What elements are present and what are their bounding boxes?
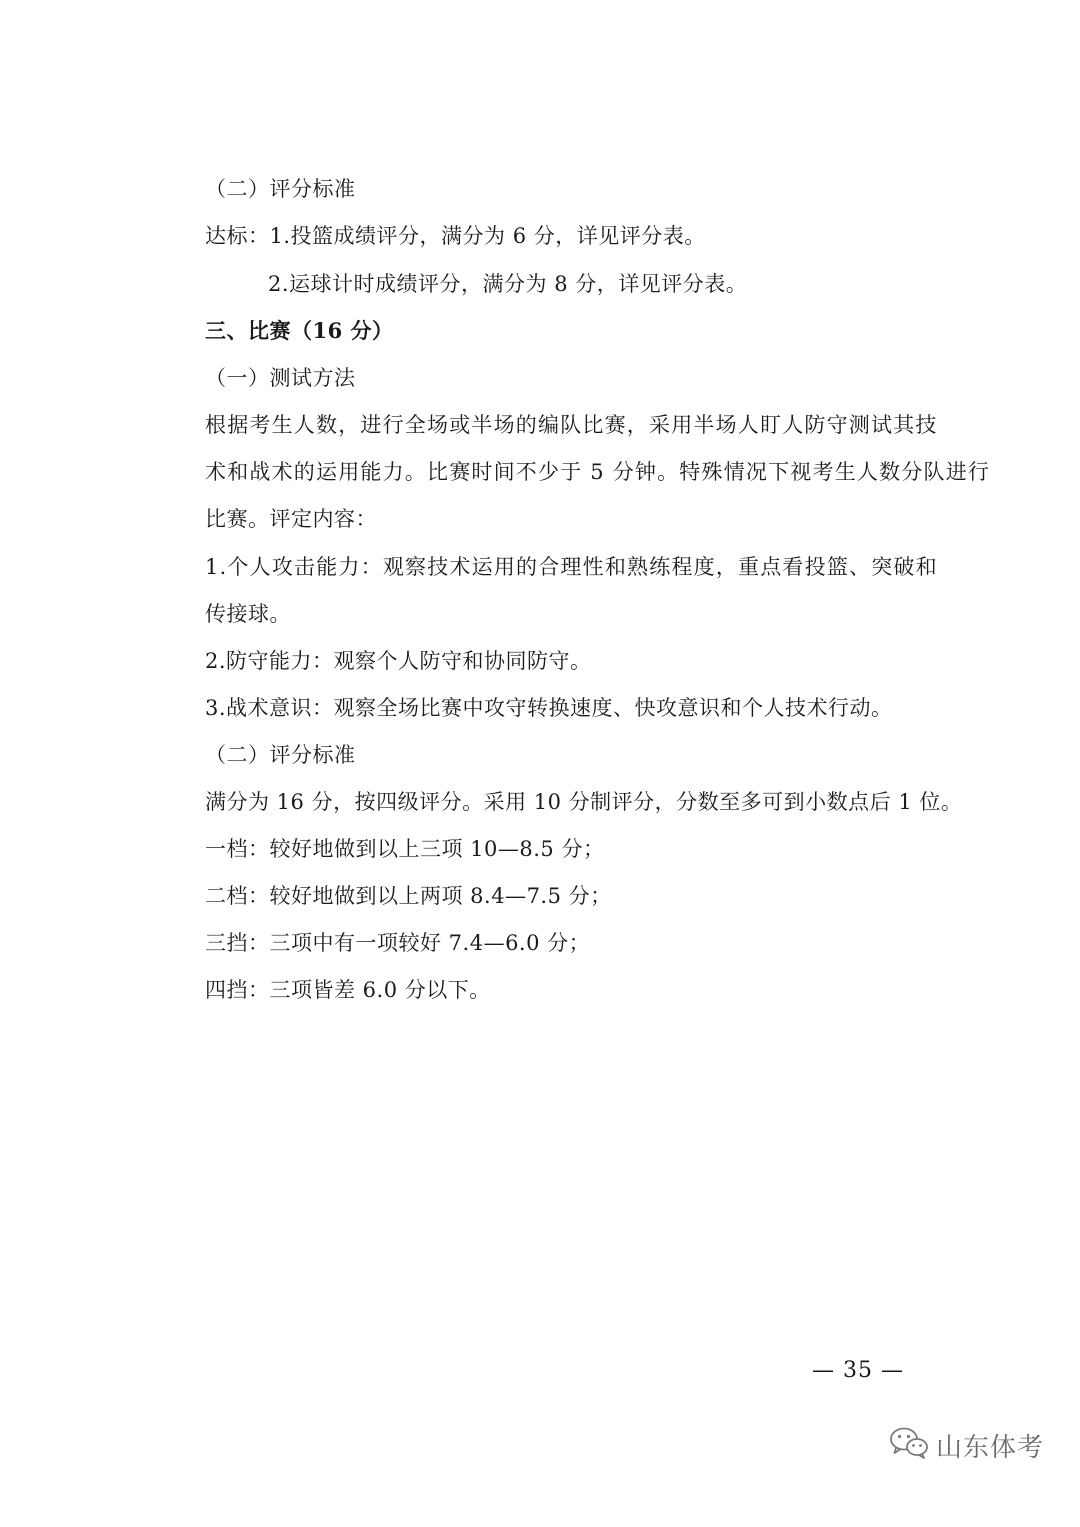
page-number: — 35 — — [812, 1358, 904, 1383]
paragraph-method-line3: 比赛。评定内容： — [205, 507, 377, 531]
criteria-item-defense: 2.防守能力：观察个人防守和协同防守。 — [205, 649, 592, 673]
criteria-item-attack: 1.个人攻击能力：观察技术运用的合理性和熟练程度，重点看投篮、突破和 — [205, 555, 938, 579]
watermark-text: 山东体考 — [936, 1432, 1045, 1463]
standard-item-shooting: 达标：1.投篮成绩评分，满分为 6 分，详见评分表。 — [205, 224, 706, 248]
grade-level-3: 三挡：三项中有一项较好 7.4—6.0 分； — [205, 931, 591, 955]
section-heading-scoring: （二）评分标准 — [205, 177, 356, 201]
standard-item-dribbling: 2.运球计时成绩评分，满分为 8 分，详见评分表。 — [268, 272, 748, 296]
section-heading-match: 三、比赛（16 分） — [205, 318, 394, 343]
paragraph-method-line2: 术和战术的运用能力。比赛时间不少于 5 分钟。特殊情况下视考生人数分队进行 — [205, 460, 991, 484]
watermark — [888, 1425, 1044, 1465]
wechat-icon — [888, 1425, 930, 1465]
subheading-scoring: （二）评分标准 — [205, 743, 356, 767]
subheading-test-method: （一）测试方法 — [205, 366, 356, 390]
grade-level-1: 一档：较好地做到以上三项 10—8.5 分； — [205, 837, 605, 861]
grade-level-4: 四挡：三项皆差 6.0 分以下。 — [205, 978, 491, 1002]
paragraph-method-line1: 根据考生人数，进行全场或半场的编队比赛，采用半场人盯人防守测试其技 — [205, 413, 938, 437]
grade-level-2: 二档：较好地做到以上两项 8.4—7.5 分； — [205, 884, 612, 908]
criteria-item-tactics: 3.战术意识：观察全场比赛中攻守转换速度、快攻意识和个人技术行动。 — [205, 696, 893, 720]
scoring-summary: 满分为 16 分，按四级评分。采用 10 分制评分，分数至多可到小数点后 1 位。 — [205, 790, 963, 814]
criteria-item-attack-cont: 传接球。 — [205, 602, 291, 626]
